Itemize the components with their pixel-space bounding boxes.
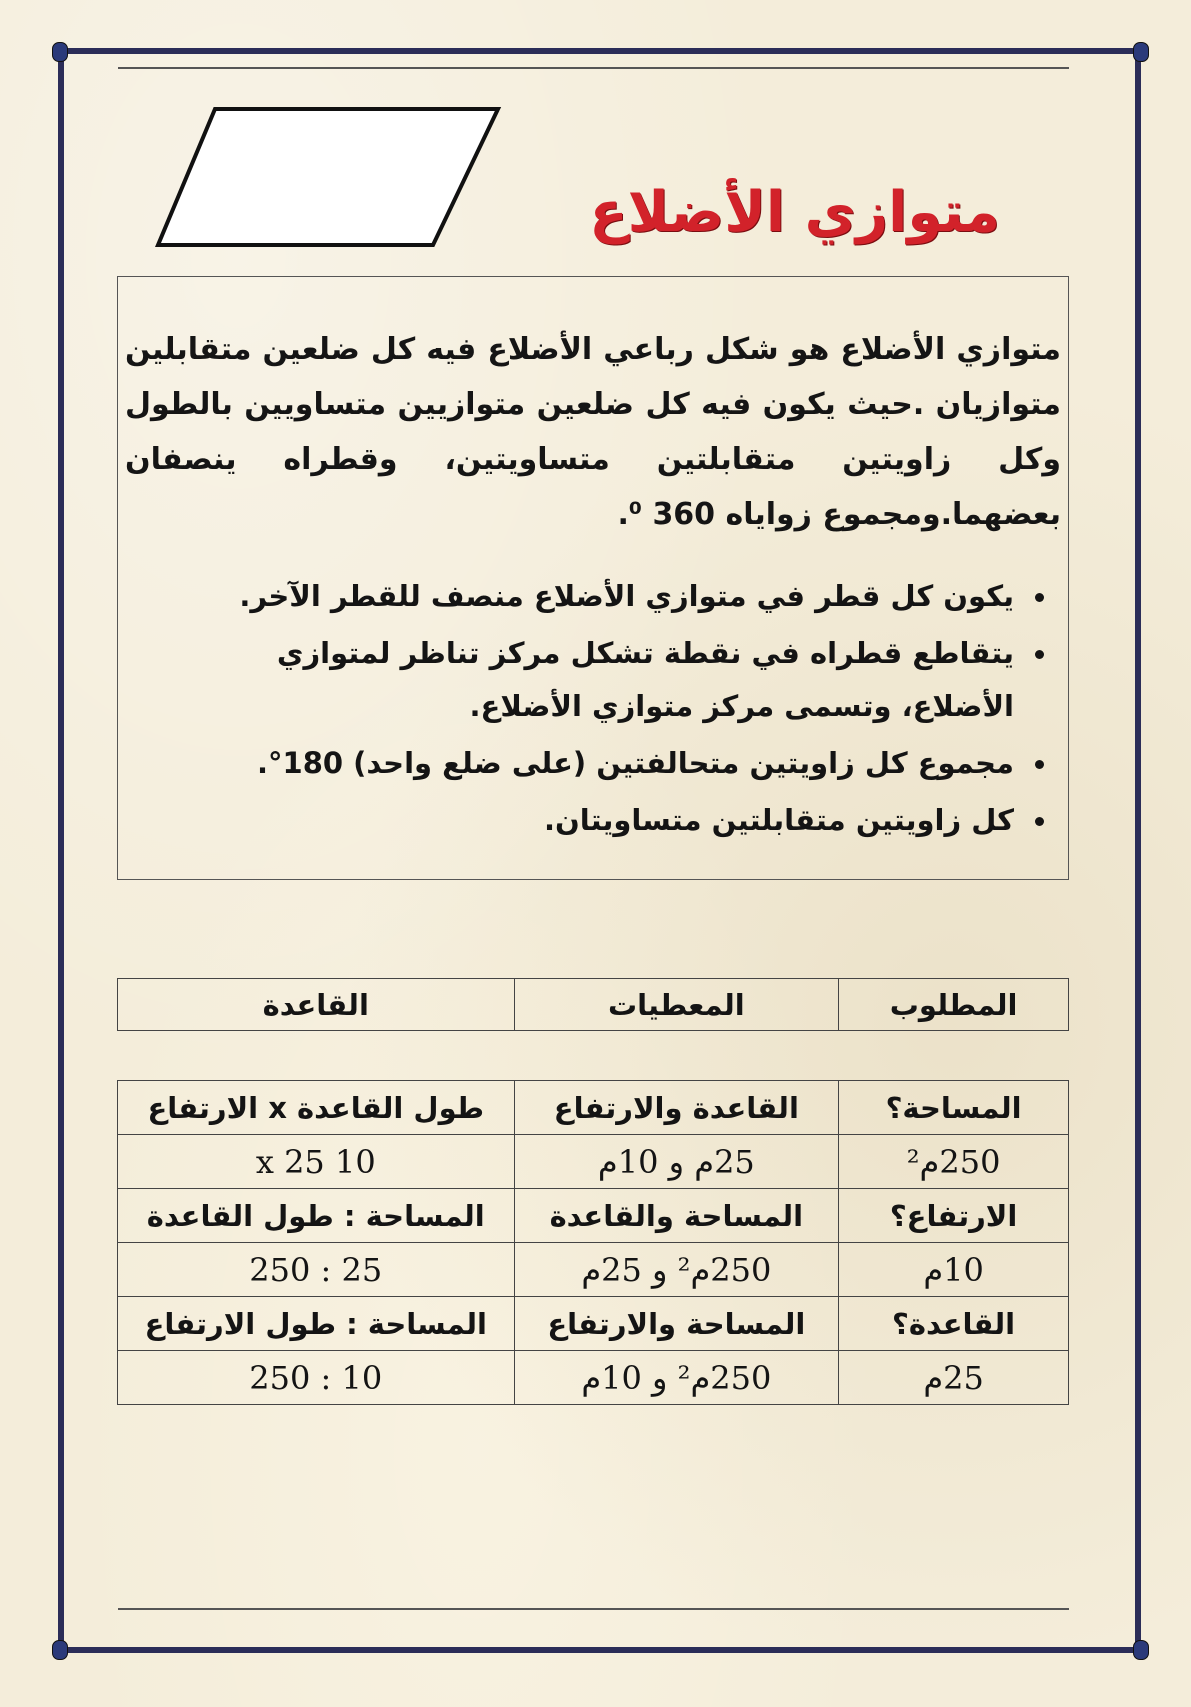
properties-list [200,570,1052,851]
cell-rule: 10 x 25 [118,1135,515,1189]
parallelogram-figure [150,105,510,250]
cell-required: المساحة؟ [839,1081,1069,1135]
bottom-divider [118,1608,1069,1610]
cell-required: 10م [839,1243,1069,1297]
corner-ornament [1133,1640,1149,1660]
cell-given: القاعدة والارتفاع [514,1081,839,1135]
cell-rule: 25 : 250 [118,1243,515,1297]
definition-text: متوازي الأضلاع هو شكل رباعي الأضلاع فيه كل ضلعين متقابلين متوازيان .حيث يكون فيه كل ضلعين متوازيين متساويين بالطول وكل زاويتين متقابلتين متساويتين، وقطراه ينصفان بعضهما.ومجموع زواياه 360 ⁰. [125,332,1061,532]
cell-required: 250م² [839,1135,1069,1189]
corner-ornament [52,42,68,62]
table-row [118,1189,1069,1243]
table-header [117,978,1069,1031]
table-row [118,1297,1069,1351]
table-row [118,1243,1069,1297]
cell-given: 250م² و 25م [514,1243,839,1297]
cell-required: الارتفاع؟ [839,1189,1069,1243]
table-row [118,1081,1069,1135]
page-title: متوازي الأضلاع [589,180,1000,245]
table-header-row [118,979,1069,1031]
formulas-table [117,1080,1069,1405]
header-required: المطلوب [839,979,1069,1031]
corner-ornament [1133,42,1149,62]
property-item: • كل زاويتين متقابلتين متساويتان. [200,794,1020,847]
cell-required: 25م [839,1351,1069,1405]
cell-required: القاعدة؟ [839,1297,1069,1351]
cell-rule: المساحة : طول القاعدة [118,1189,515,1243]
cell-given: المساحة والارتفاع [514,1297,839,1351]
top-divider [118,67,1069,69]
cell-given: 250م² و 10م [514,1351,839,1405]
table-row [118,1351,1069,1405]
property-item: • مجموع كل زاويتين متحالفتين (على ضلع واحد) 180°. [200,737,1020,790]
cell-rule: طول القاعدة x الارتفاع [118,1081,515,1135]
property-item: • يكون كل قطر في متوازي الأضلاع منصف للقطر الآخر. [200,570,1020,623]
parallelogram-shape [158,109,498,245]
cell-rule: 10 : 250 [118,1351,515,1405]
cell-given: 25م و 10م [514,1135,839,1189]
table-row [118,1135,1069,1189]
corner-ornament [52,1640,68,1660]
header-given: المعطيات [514,979,839,1031]
cell-rule: المساحة : طول الارتفاع [118,1297,515,1351]
property-item: • يتقاطع قطراه في نقطة تشكل مركز تناظر لمتوازي الأضلاع، وتسمى مركز متوازي الأضلاع. [200,627,1020,733]
header-rule: القاعدة [118,979,515,1031]
cell-given: المساحة والقاعدة [514,1189,839,1243]
